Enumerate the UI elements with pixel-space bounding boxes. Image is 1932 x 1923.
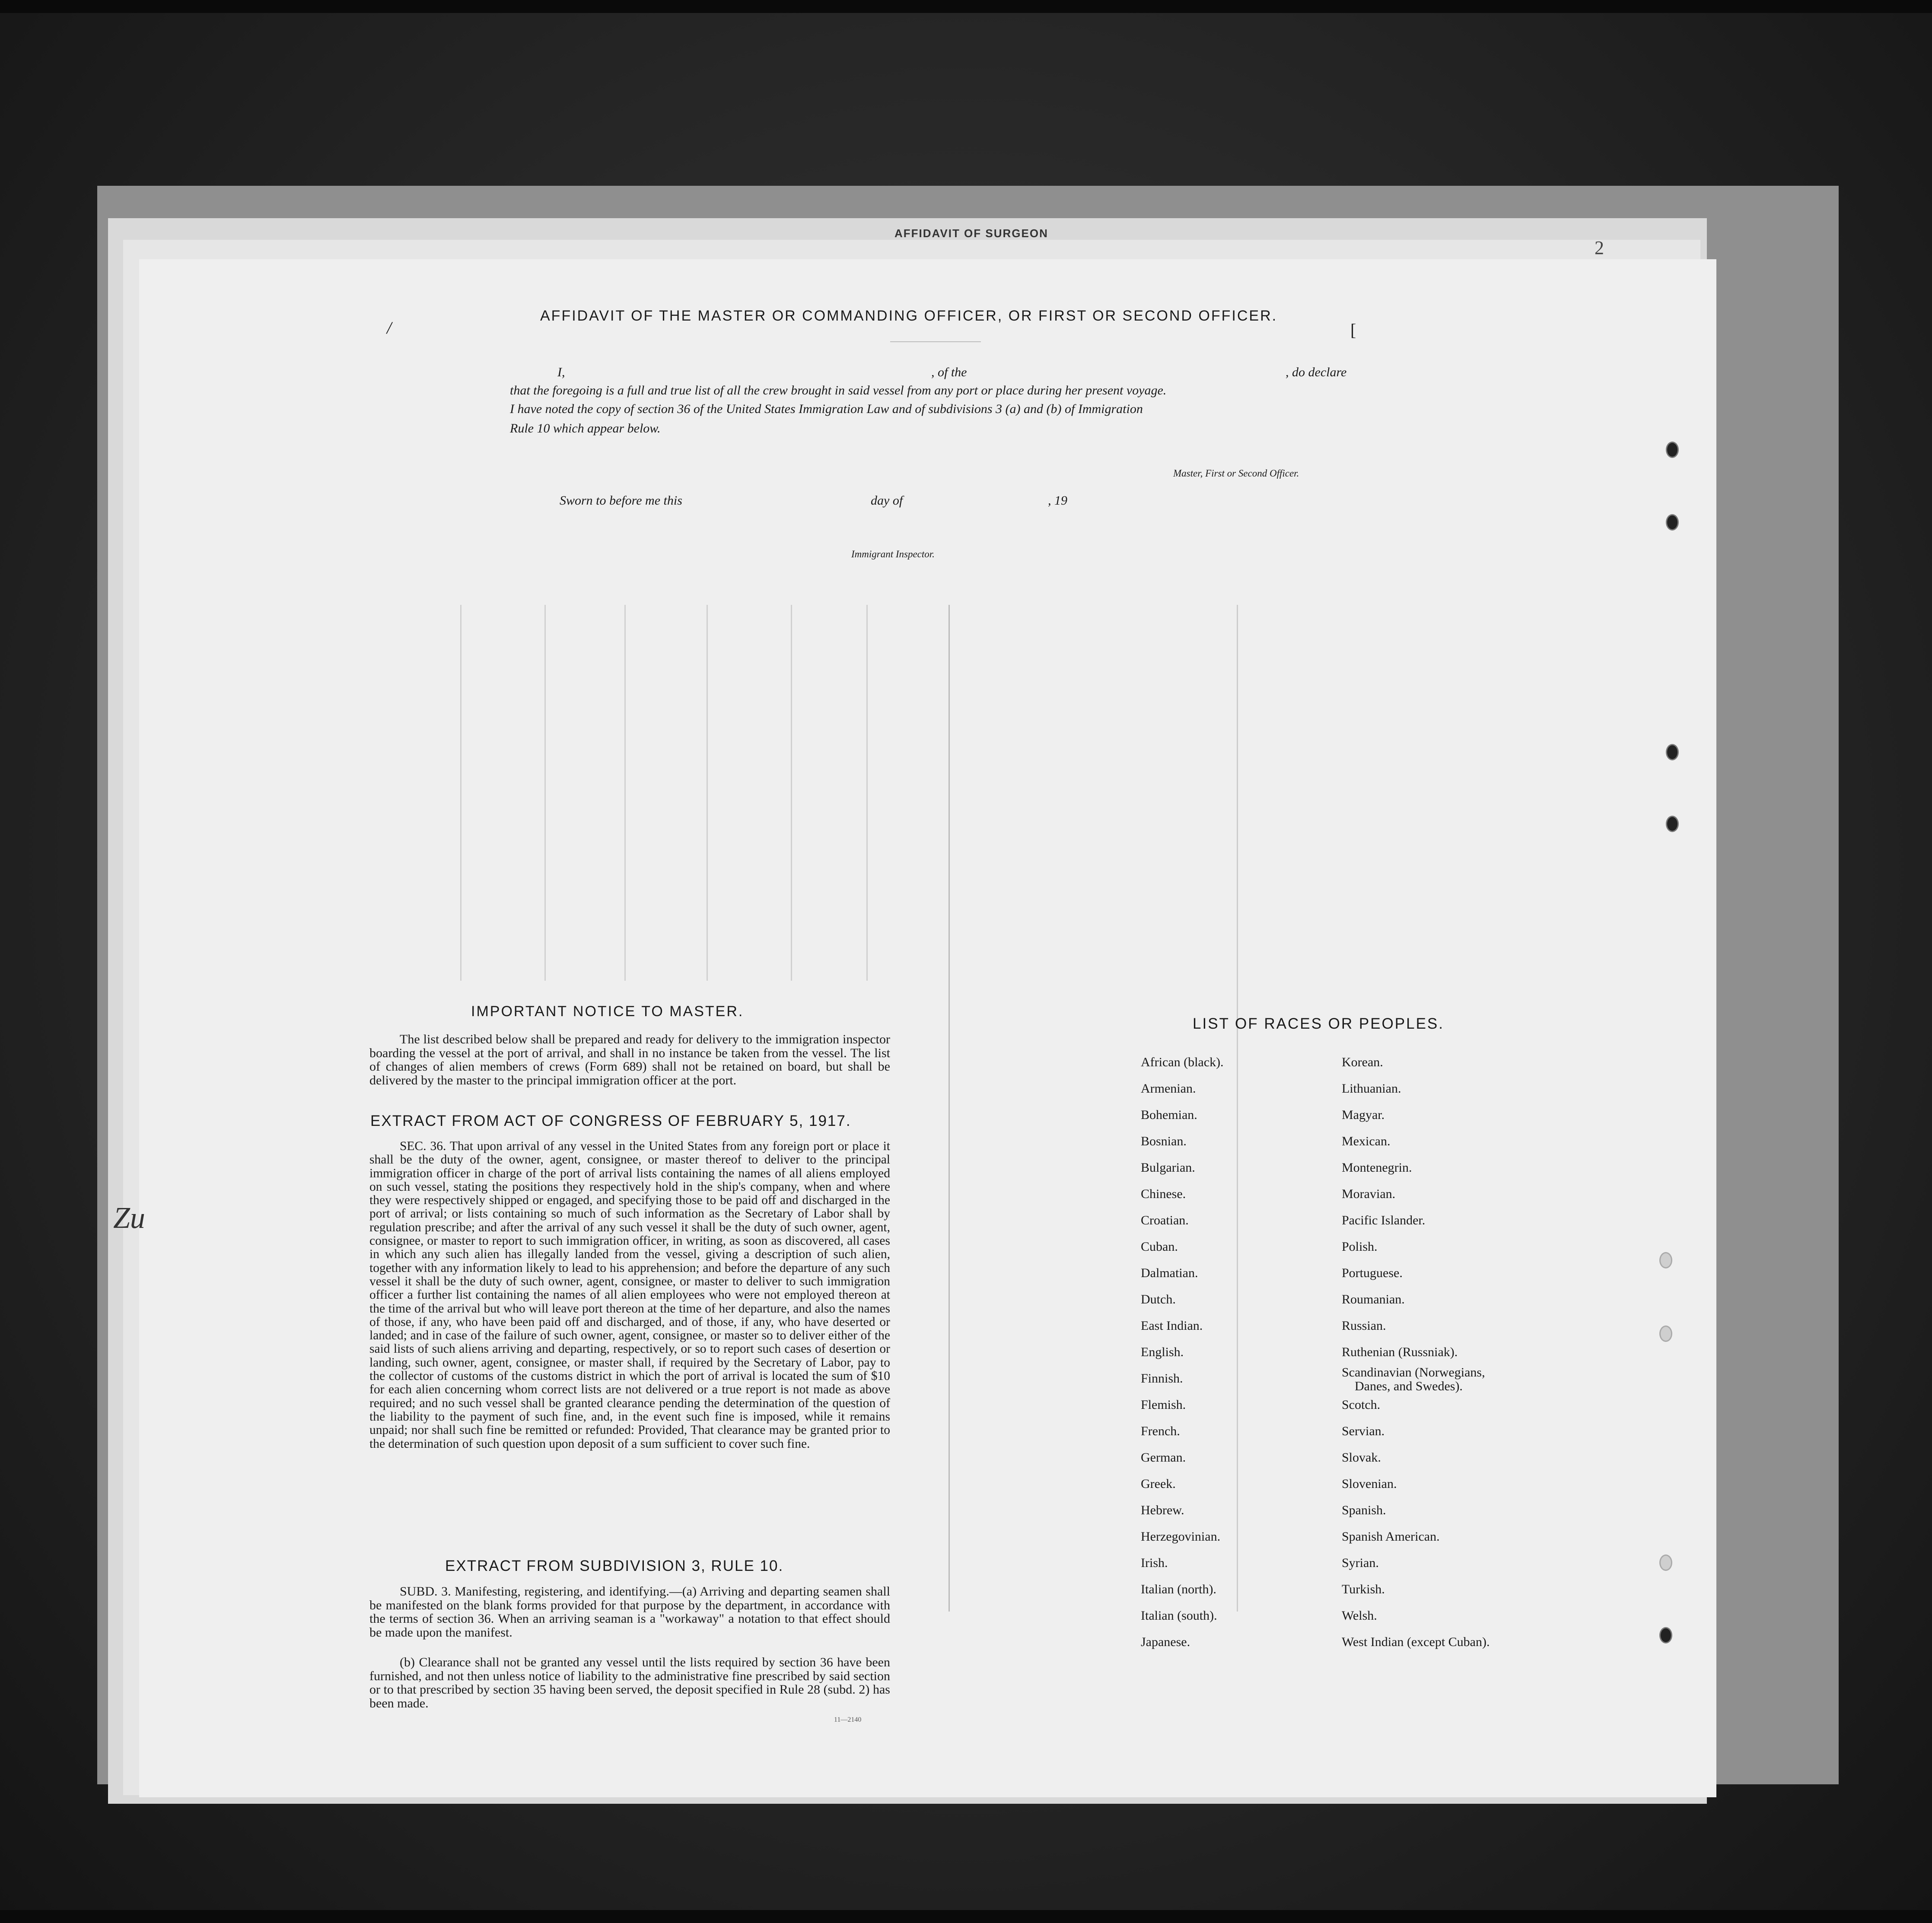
race-item: Turkish. bbox=[1342, 1582, 1385, 1596]
sworn-prefix: Sworn to before me this bbox=[560, 493, 682, 508]
race-item: Spanish American. bbox=[1342, 1529, 1440, 1544]
race-item: Dalmatian. bbox=[1141, 1266, 1198, 1280]
affidavit-line4: Rule 10 which appear below. bbox=[510, 421, 661, 435]
grid-rule-4 bbox=[707, 605, 708, 981]
grid-rule-3 bbox=[624, 605, 626, 981]
print-code: 11—2140 bbox=[834, 1716, 862, 1723]
race-item: Syrian. bbox=[1342, 1556, 1379, 1570]
race-item: Mexican. bbox=[1342, 1134, 1391, 1148]
race-item: Magyar. bbox=[1342, 1108, 1385, 1122]
grid-rule-6 bbox=[866, 605, 868, 981]
extract-act-title: EXTRACT FROM ACT OF CONGRESS OF FEBRUARY 5, 1917. bbox=[370, 1112, 851, 1129]
race-item: Scotch. bbox=[1342, 1398, 1381, 1412]
corner-mark: 2 bbox=[1595, 237, 1604, 258]
punch-hole bbox=[1666, 442, 1679, 458]
punch-hole bbox=[1659, 1325, 1672, 1342]
race-item: East Indian. bbox=[1141, 1319, 1203, 1333]
race-item: Lithuanian. bbox=[1342, 1081, 1401, 1096]
punch-hole bbox=[1659, 1252, 1672, 1268]
grid-rule-8 bbox=[1237, 605, 1238, 1612]
affidavit-line3: I have noted the copy of section 36 of the United States Immigration Law and of subdivisions 3 (a) and (b) of Immigration bbox=[510, 402, 1143, 416]
grid-rule-7 bbox=[948, 605, 950, 1612]
grid-rule-2 bbox=[544, 605, 546, 981]
race-item: Greek. bbox=[1141, 1477, 1176, 1491]
race-item: Montenegrin. bbox=[1342, 1160, 1412, 1175]
punch-hole bbox=[1666, 744, 1679, 760]
race-item: Flemish. bbox=[1141, 1398, 1186, 1412]
punch-hole bbox=[1659, 1554, 1672, 1571]
inspector-caption: Immigrant Inspector. bbox=[851, 549, 935, 559]
film-edge-top bbox=[0, 0, 1932, 13]
title-underline bbox=[890, 341, 981, 342]
race-item: Bulgarian. bbox=[1141, 1160, 1195, 1175]
race-item: Bosnian. bbox=[1141, 1134, 1187, 1148]
race-item: English. bbox=[1141, 1345, 1184, 1359]
races-title: LIST OF RACES OR PEOPLES. bbox=[1193, 1015, 1445, 1032]
race-item: Polish. bbox=[1342, 1240, 1378, 1254]
affidavit-i: I, bbox=[557, 365, 565, 379]
affidavit-declare: , do declare bbox=[1286, 365, 1347, 379]
punch-hole bbox=[1659, 1627, 1672, 1643]
race-item: Welsh. bbox=[1342, 1608, 1377, 1623]
race-item: Pacific Islander. bbox=[1342, 1213, 1426, 1227]
race-item: Roumanian. bbox=[1342, 1292, 1405, 1306]
signature-caption: Master, First or Second Officer. bbox=[1173, 468, 1299, 479]
race-item: Finnish. bbox=[1141, 1371, 1183, 1386]
bracket-mark-right: [ bbox=[1350, 320, 1356, 340]
extract-rule-title: EXTRACT FROM SUBDIVISION 3, RULE 10. bbox=[445, 1557, 784, 1574]
affidavit-page bbox=[139, 259, 1716, 1797]
punch-hole bbox=[1666, 816, 1679, 832]
race-item: German. bbox=[1141, 1450, 1186, 1465]
race-item: Croatian. bbox=[1141, 1213, 1189, 1227]
race-item: Japanese. bbox=[1141, 1635, 1190, 1649]
notice-title: IMPORTANT NOTICE TO MASTER. bbox=[471, 1003, 744, 1020]
affidavit-title: AFFIDAVIT OF THE MASTER OR COMMANDING OFFICER, OR FIRST OR SECOND OFFICER. bbox=[540, 308, 1278, 324]
affidavit-of-the: , of the bbox=[931, 365, 967, 379]
race-item: Chinese. bbox=[1141, 1187, 1186, 1201]
extract-act-text: SEC. 36. That upon arrival of any vessel in the United States from any foreign port or place it shall be the duty of the owner, agent, consignee, or master thereof to deliver to the principal immigration officer in charge of the port of arrival lists containing the names of all aliens employed on such vessel, stating the positions they respectively hold in the ship's company, when and where they were respectively shipped or engaged, and specifying those to be paid off and discharged in the port of arrival; or lists containing so much of such information as the Secretary of Labor shall by regulation prescribe; and after the arrival of any such vessel it shall be the duty of such owner, agent, consignee, or master to report to such immigration officer, in writing, as soon as discovered, all cases in which any such alien has illegally landed from the vessel, giving a description of such alien, together with any information likely to lead to his apprehension; and before the departure of any such vessel it shall be the duty of such owner, agent, consignee, or master to deliver to such immigration officer a further list containing the names of all alien employees who were not employed thereon at the time of the arrival but who will leave port thereon at the time of her departure, and also the names of those, if any, who have been paid off and discharged, and of those, if any, who have deserted or landed; and in case of the failure of such owner, agent, consignee, or master so to deliver either of the said lists of such aliens arriving and departing, respectively, or so to report such cases of desertion or landing, such owner, agent, consignee, or master shall, if required by the Secretary of Labor, pay to the collector of customs of the customs district in which the port of arrival is located the sum of $10 for each alien concerning whom correct lists are not delivered or a true report is not made as above required; and no such vessel shall be granted clearance pending the determination of the question of the liability to the payment of such fine, and, in the event such fine is imposed, while it remains unpaid; nor shall such fine be remitted or refunded: Provided, That clearance may be granted prior to the determination of such question upon deposit of a sum sufficient to cover such fine. bbox=[369, 1139, 890, 1451]
race-item: Spanish. bbox=[1342, 1503, 1386, 1517]
race-item: Servian. bbox=[1342, 1424, 1385, 1438]
race-item: Ruthenian (Russniak). bbox=[1342, 1345, 1458, 1359]
sworn-year: , 19 bbox=[1048, 493, 1067, 508]
race-item: French. bbox=[1141, 1424, 1180, 1438]
grid-rule-5 bbox=[791, 605, 792, 981]
race-item: Dutch. bbox=[1141, 1292, 1176, 1306]
film-edge-bottom bbox=[0, 1910, 1932, 1923]
race-item: Korean. bbox=[1342, 1055, 1383, 1069]
notice-text: The list described below shall be prepared and ready for delivery to the immigration inspector boarding the vessel at the port of arrival, and shall in no instance be taken from the vessel. The list of changes of alien members of crews (Form 689) shall not be retained on board, but shall be delivered by the master to the principal immigration officer at the port. bbox=[369, 1032, 890, 1087]
bracket-mark-left: / bbox=[387, 318, 392, 337]
handwritten-mark: Zu bbox=[113, 1201, 145, 1235]
punch-hole bbox=[1666, 514, 1679, 531]
race-item: African (black). bbox=[1141, 1055, 1224, 1069]
sworn-day: day of bbox=[871, 493, 903, 508]
race-item: Scandinavian (Norwegians, bbox=[1342, 1365, 1485, 1379]
race-item: Slovak. bbox=[1342, 1450, 1381, 1465]
race-item: Portuguese. bbox=[1342, 1266, 1403, 1280]
extract-rule-text-b: (b) Clearance shall not be granted any vessel until the lists required by section 36 have been furnished, and not then unless notice of liability to the administrative fine prescribed by said section or to that prescribed by section 35 having been served, the deposit specified in Rule 28 (subd. 2) has been made. bbox=[369, 1655, 890, 1710]
race-item: Irish. bbox=[1141, 1556, 1168, 1570]
affidavit-line2: that the foregoing is a full and true list of all the crew brought in said vessel from any port or place during her present voyage. bbox=[510, 383, 1167, 397]
race-item: Moravian. bbox=[1342, 1187, 1396, 1201]
race-item: West Indian (except Cuban). bbox=[1342, 1635, 1490, 1649]
race-item: Armenian. bbox=[1141, 1081, 1196, 1096]
race-item: Russian. bbox=[1342, 1319, 1386, 1333]
extract-rule-text-a: SUBD. 3. Manifesting, registering, and identifying.—(a) Arriving and departing seamen shall be manifested on the blank forms provided for that purpose by the department, in accordance with the terms of section 36. When an arriving seaman is a "workaway" a notation to that effect should be made upon the manifest. bbox=[369, 1584, 890, 1640]
race-item: Italian (south). bbox=[1141, 1608, 1217, 1623]
grid-rule-1 bbox=[460, 605, 462, 981]
race-item: Italian (north). bbox=[1141, 1582, 1216, 1596]
race-item: Herzegovinian. bbox=[1141, 1529, 1221, 1544]
race-item: Hebrew. bbox=[1141, 1503, 1184, 1517]
race-item: Bohemian. bbox=[1141, 1108, 1197, 1122]
race-item: Danes, and Swedes). bbox=[1355, 1379, 1463, 1393]
race-item: Cuban. bbox=[1141, 1240, 1178, 1254]
race-item: Slovenian. bbox=[1342, 1477, 1397, 1491]
back-title-fragment: AFFIDAVIT OF SURGEON bbox=[894, 227, 1048, 240]
